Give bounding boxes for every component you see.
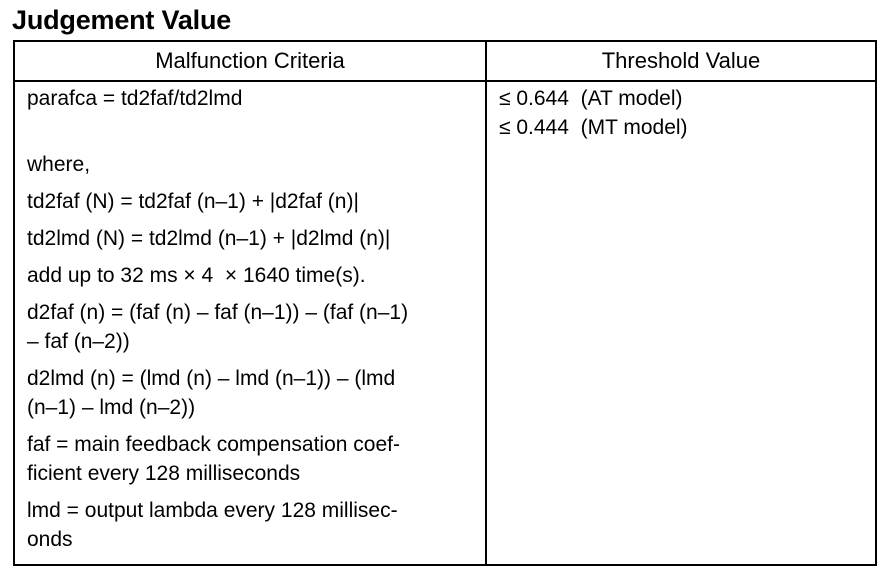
criteria-line: d2lmd (n) = (lmd (n) – lmd (n–1)) – (lmd xyxy=(27,367,396,390)
criteria-d2faf xyxy=(27,298,479,356)
criteria-line: faf = main feedback compensation coef- xyxy=(27,433,400,456)
header-threshold-value: Threshold Value xyxy=(601,48,761,73)
table-header-row xyxy=(15,42,875,82)
criteria-line: add up to 32 ms × 4 × 1640 time(s). xyxy=(27,264,366,287)
criteria-line: ficient every 128 milliseconds xyxy=(27,462,301,485)
criteria-faf-definition xyxy=(27,430,479,488)
criteria-line: td2faf (N) = td2faf (n–1) + |d2faf (n)| xyxy=(27,190,359,213)
criteria-formula xyxy=(27,84,479,113)
criteria-line: td2lmd (N) = td2lmd (n–1) + |d2lmd (n)| xyxy=(27,227,391,250)
criteria-line: onds xyxy=(27,528,73,551)
criteria-line: (n–1) – lmd (n–2)) xyxy=(27,396,196,419)
criteria-td2faf xyxy=(27,187,479,216)
criteria-add-up xyxy=(27,261,479,290)
criteria-line: parafca = td2faf/td2lmd xyxy=(27,87,243,110)
criteria-line: – faf (n–2)) xyxy=(27,330,130,353)
header-malfunction-criteria: Malfunction Criteria xyxy=(155,48,345,73)
threshold-mt-model: ≤ 0.444 (MT model) xyxy=(499,116,688,139)
criteria-cell xyxy=(27,84,479,562)
criteria-d2lmd xyxy=(27,364,479,422)
column-divider xyxy=(485,42,487,564)
criteria-line: d2faf (n) = (faf (n) – faf (n–1)) – (faf (n–1) xyxy=(27,301,409,324)
judgement-value-table xyxy=(13,40,877,566)
criteria-line: lmd = output lambda every 128 millisec- xyxy=(27,499,398,522)
criteria-lmd-definition xyxy=(27,496,479,554)
threshold-cell xyxy=(499,84,869,142)
threshold-at-model: ≤ 0.644 (AT model) xyxy=(499,87,683,110)
criteria-td2lmd xyxy=(27,224,479,253)
criteria-line: where, xyxy=(27,153,91,176)
page-title: Judgement Value xyxy=(12,5,232,35)
criteria-where xyxy=(27,150,479,179)
